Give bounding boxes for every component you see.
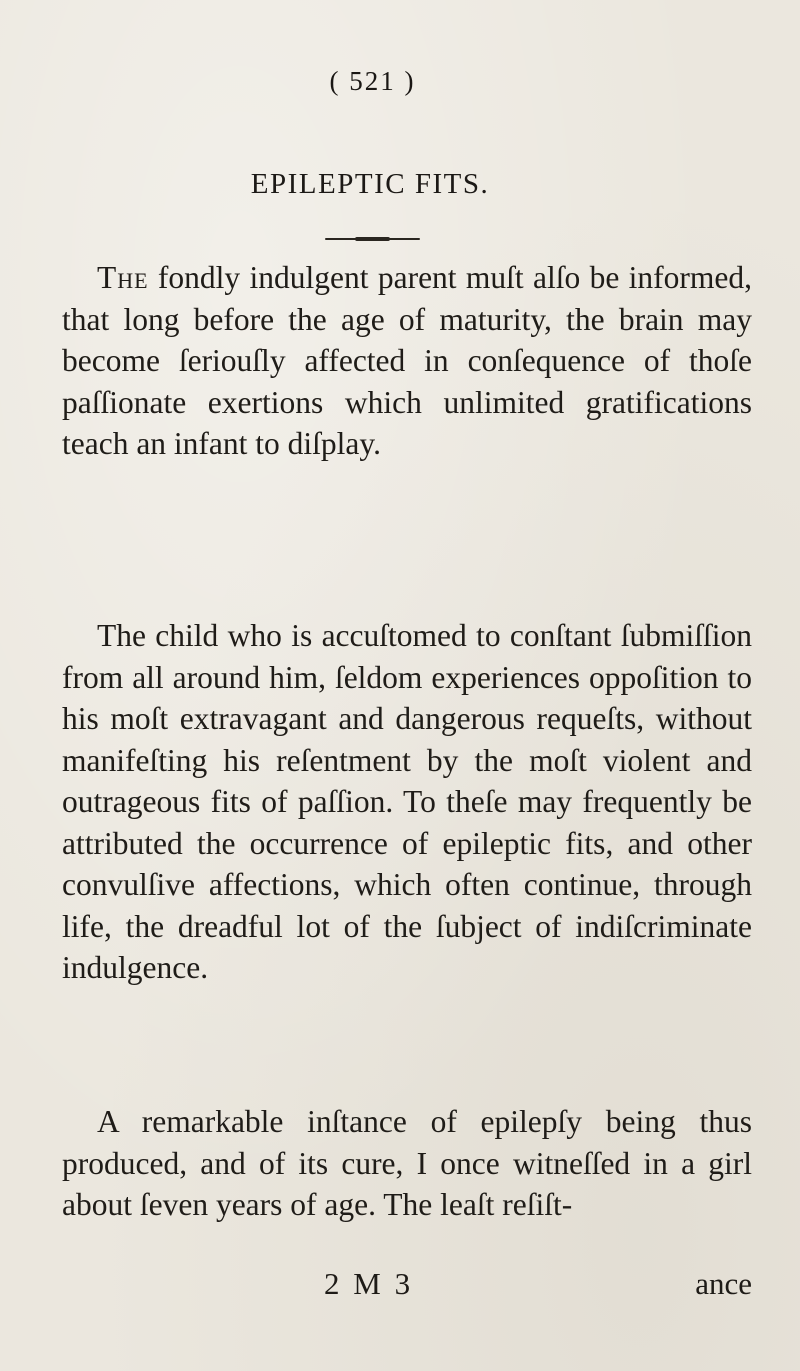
catchword: ance [695, 1266, 752, 1301]
ornamental-rule [325, 238, 420, 240]
paragraph-3 [62, 1101, 752, 1226]
paragraph-1-body: fondly indulgent parent muſt alſo be informed, that long before the age of maturity, the brain may become ſeriouſly affected in conſequence of thoſe paſſionate exertions which unlimited gratifications teach an infant to diſplay. [62, 260, 752, 461]
paragraph-1-lead: The [97, 260, 149, 295]
paragraph-1 [62, 257, 752, 465]
page-footer [62, 1266, 752, 1306]
signature-mark: 2 M 3 [324, 1266, 414, 1301]
paragraph-1-text [62, 257, 752, 465]
paragraph-2 [62, 615, 752, 989]
paragraph-2-text: The child who is accuſtomed to conſtant ſubmiſſion from all around him, ſeldom experiences oppoſition to his moſt extravagant and dangerous requeſts, without manifeſting his reſentment by the moſt violent and outrageous fits of paſſion. To theſe may frequently be attributed the occurrence of epileptic fits, and other convulſive affections, which often continue, through life, the dreadful lot of the ſubject of indiſcriminate indulgence. [62, 618, 752, 985]
running-head: EPILEPTIC FITS. [250, 168, 490, 200]
page-number: ( 521 ) [329, 66, 416, 96]
paragraph-3-text: A remarkable inſtance of epilepſy being thus produced, and of its cure, I once witneſſed in a girl about ſeven years of age. The leaſt reſiſt- [62, 1104, 752, 1222]
